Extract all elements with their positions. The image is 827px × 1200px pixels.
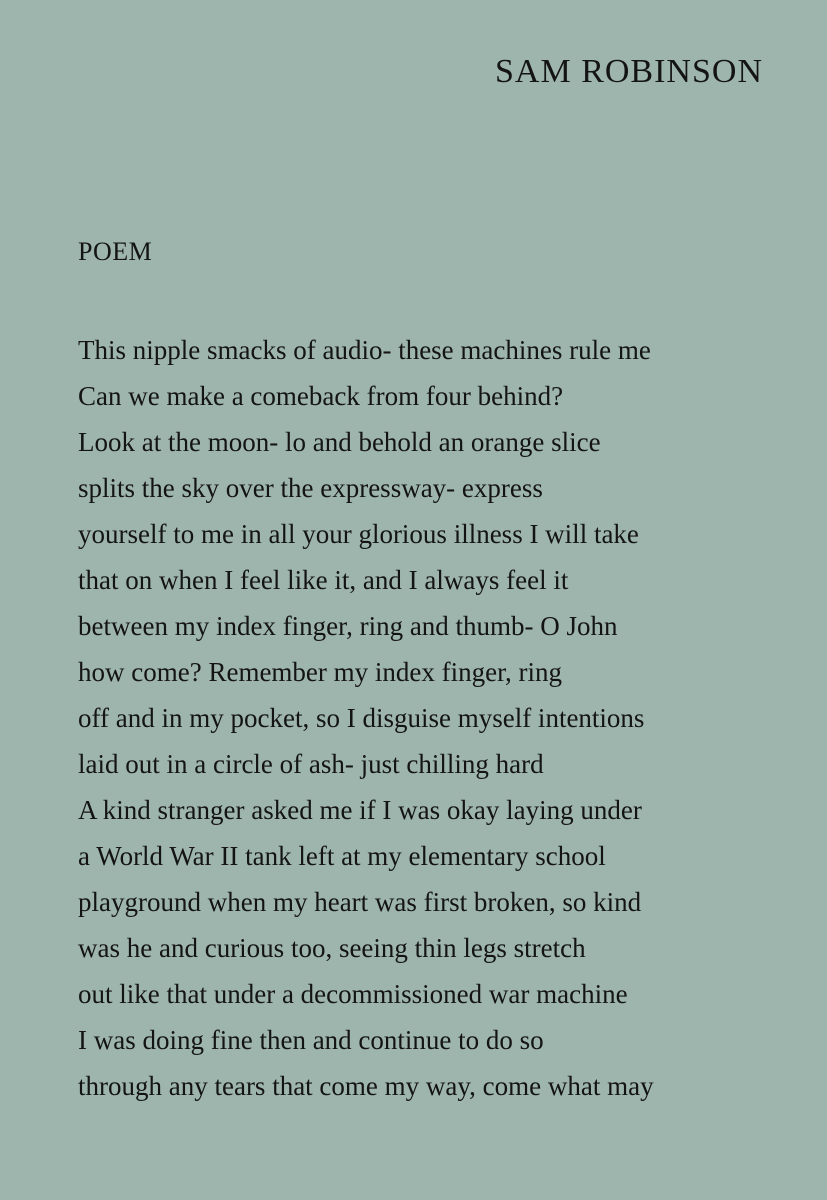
poem-line: Look at the moon- lo and behold an orange slice: [78, 427, 601, 457]
poem-line: This nipple smacks of audio- these machines rule me: [78, 335, 651, 365]
poem-line: that on when I feel like it, and I always feel it: [78, 565, 569, 595]
poem-line: A kind stranger asked me if I was okay laying under: [78, 795, 642, 825]
poem-line: how come? Remember my index finger, ring: [78, 657, 563, 687]
poem-line: playground when my heart was first broken, so kind: [78, 887, 642, 917]
poem-line: laid out in a circle of ash- just chilling hard: [78, 749, 544, 779]
poem-line: Can we make a comeback from four behind?: [78, 381, 564, 411]
poem-line: a World War II tank left at my elementary school: [78, 841, 606, 871]
poem-line: yourself to me in all your glorious illness I will take: [78, 519, 639, 549]
poem-line: through any tears that come my way, come what may: [78, 1071, 654, 1101]
poem-line: out like that under a decommissioned war machine: [78, 979, 628, 1009]
poem-line: was he and curious too, seeing thin legs stretch: [78, 933, 586, 963]
poem-body: [78, 327, 654, 1109]
author-name: SAM ROBINSON: [495, 53, 763, 90]
poem-title: POEM: [78, 237, 153, 266]
poem-line: off and in my pocket, so I disguise myself intentions: [78, 703, 645, 733]
poem-line: splits the sky over the expressway- express: [78, 473, 543, 503]
poem-line: between my index finger, ring and thumb- O John: [78, 611, 618, 641]
poem-line: I was doing fine then and continue to do so: [78, 1025, 544, 1055]
